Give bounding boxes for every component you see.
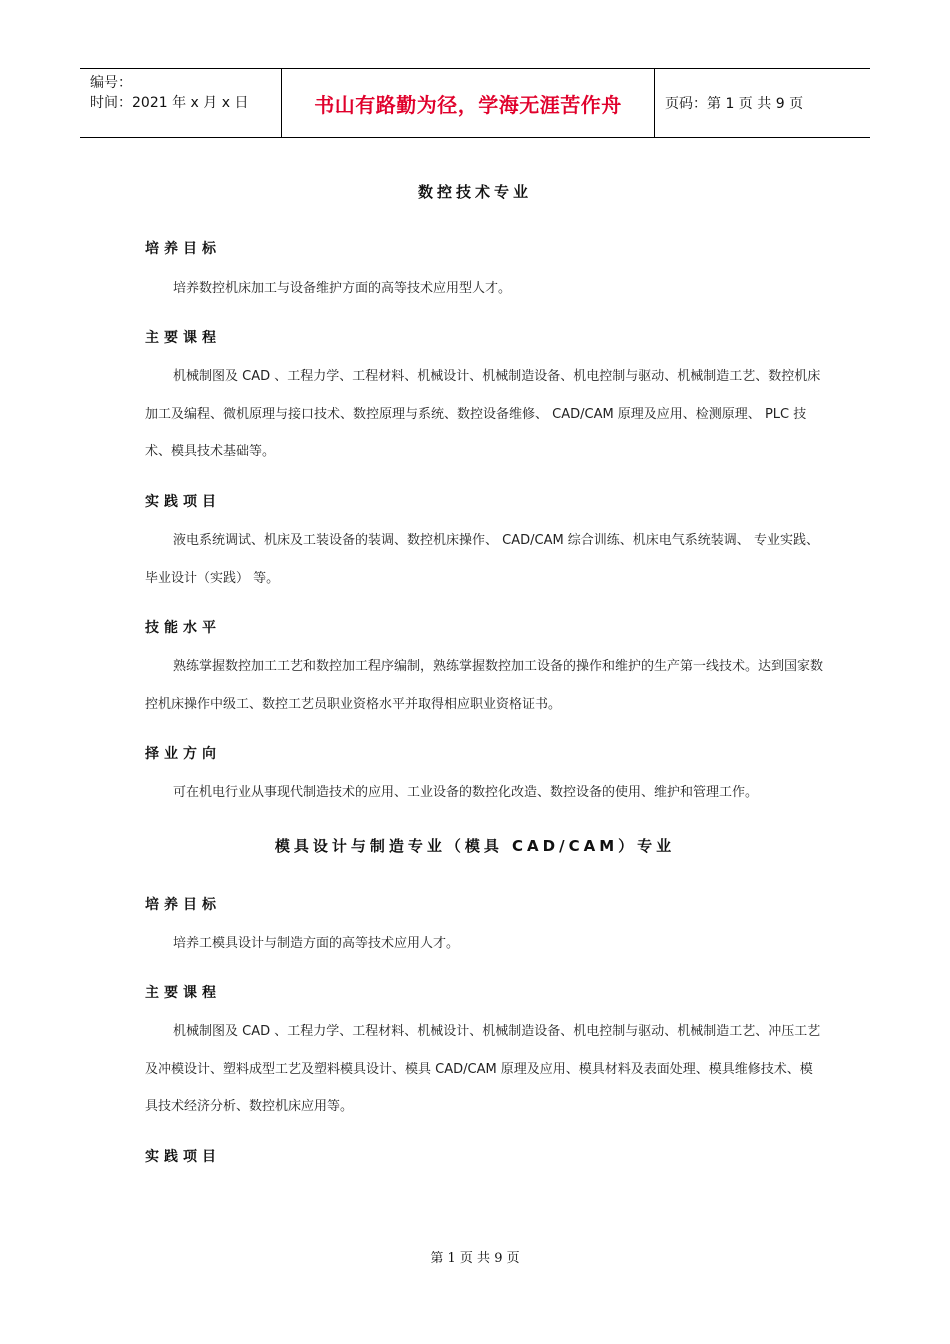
section1-skill-text: 熟练掌握数控加工工艺和数控加工程序编制，熟练掌握数控加工设备的操作和维护的生产第一线技术。达到国家数控机床操作中级工、数控工艺员职业资格水平并取得相应职业资格证书。 [145,659,824,712]
page-header [80,68,870,138]
section1-course-heading: 主要课程 [145,330,221,346]
header-motto-cell [282,69,655,137]
header-page-info: 页码：第 1 页 共 9 页 [665,96,804,112]
section1-course-text: 机械制图及 CAD 、工程力学、工程材料、机械设计、机械制造设备、机电控制与驱动、机械制造工艺、数控机床加工及编程、微机原理与接口技术、数控原理与系统、数控设备维修、 CAD/CAM 原理及应用、检测原理、 PLC 技术、模具技术基础等。 [145,369,821,459]
section2-practice-heading: 实践项目 [145,1149,221,1165]
section2-goal-heading: 培养目标 [145,897,221,913]
section2-course-text: 机械制图及 CAD 、工程力学、工程材料、机械设计、机械制造设备、机电控制与驱动、机械制造工艺、冲压工艺及冲模设计、塑料成型工艺及塑料模具设计、模具 CAD/CAM 原理及应用、模具材料及表面处理、模具维修技术、模具技术经济分析、数控机床应用等。 [145,1024,821,1114]
section1-title: 数控技术专业 [417,183,532,201]
section1-goal-text: 培养数控机床加工与设备维护方面的高等技术应用型人才。 [173,281,512,296]
section1-goal-heading: 培养目标 [145,241,221,257]
section1-practice-text: 液电系统调试、机床及工装设备的装调、数控机床操作、 CAD/CAM 综合训练、机床电气系统装调、 专业实践、毕业设计（实践） 等。 [145,533,819,586]
section1-practice-heading: 实践项目 [145,494,221,510]
code-label: 编号： [90,75,132,91]
section2-goal-text: 培养工模具设计与制造方面的高等技术应用人才。 [173,936,460,951]
section2-title: 模具设计与制造专业（模具 CAD/CAM）专业 [274,837,676,855]
header-meta [80,69,282,137]
section1-skill-heading: 技能水平 [145,620,221,636]
section2-course-heading: 主要课程 [145,985,221,1001]
motto: 书山有路勤为径，学海无涯苦作舟 [314,92,622,117]
page-footer: 第 1 页 共 9 页 [430,1251,520,1266]
section1-career-text: 可在机电行业从事现代制造技术的应用、工业设备的数控化改造、数控设备的使用、维护和管理工作。 [173,785,759,800]
section1-career-heading: 择业方向 [145,746,221,762]
time-label: 时间：2021 年 x 月 x 日 [90,95,249,111]
